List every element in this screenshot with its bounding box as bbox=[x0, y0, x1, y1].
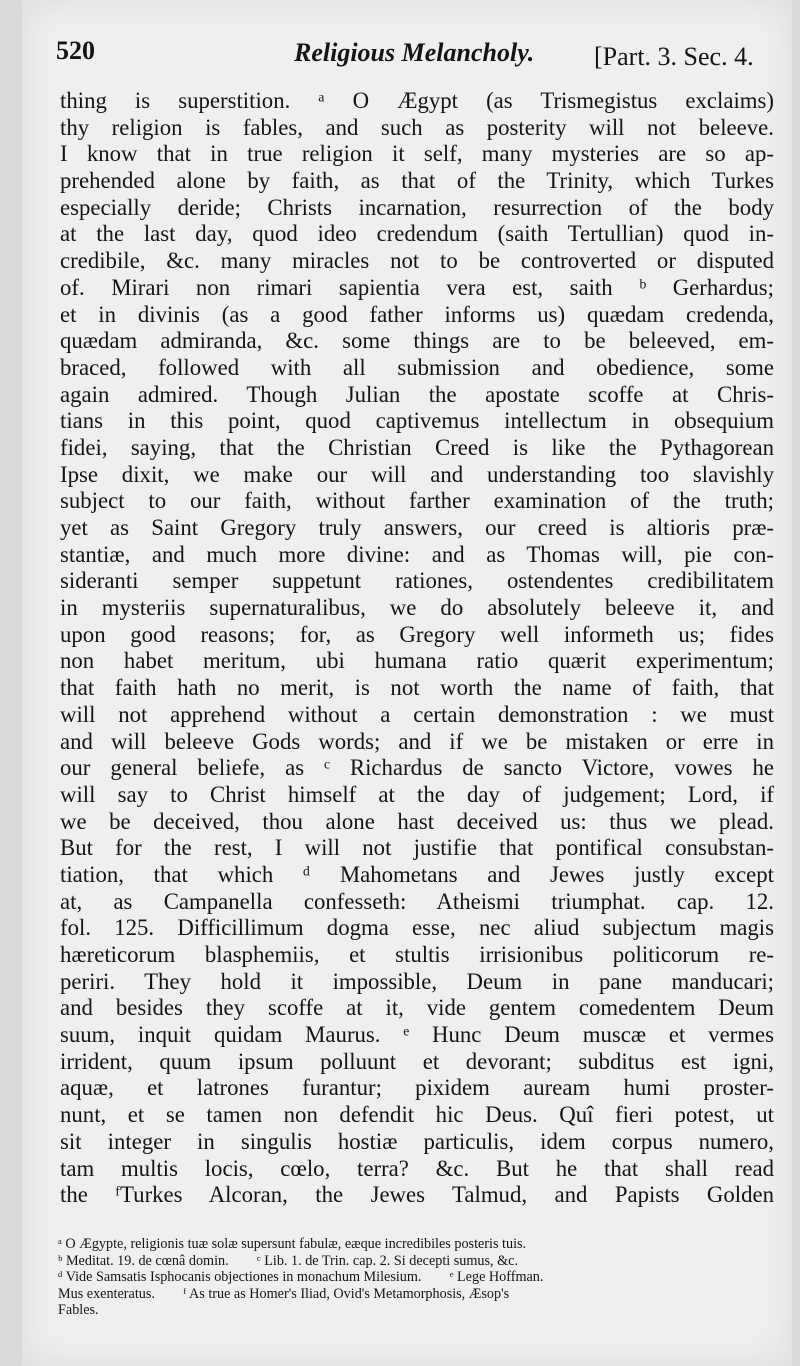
book-page bbox=[22, 0, 792, 1366]
footnote-line: Fables. bbox=[58, 1302, 99, 1318]
text-line: that faith hath no merit, is not worth the name of faith, that bbox=[60, 675, 774, 701]
text-line: credibile, &c. many miracles not to be controverted or disputed bbox=[60, 248, 774, 274]
text-line: yet as Saint Gregory truly answers, our creed is altioris præ- bbox=[60, 515, 774, 540]
text-line: especially deride; Christs incarnation, resurrection of the body bbox=[60, 194, 774, 220]
text-line: fol. 125. Difficillimum dogma esse, nec aliud subjectum magis bbox=[60, 915, 774, 941]
main-text bbox=[60, 88, 774, 1209]
section-label: [Part. 3. Sec. 4. bbox=[594, 42, 754, 71]
page-number: 520 bbox=[56, 36, 95, 65]
text-line: upon good reasons; for, as Gregory well informeth us; fides bbox=[60, 621, 774, 647]
text-line: thy religion is fables, and such as posterity will not beleeve. bbox=[60, 114, 774, 140]
text-line: Ipse dixit, we make our will and understanding too slavishly bbox=[60, 461, 774, 487]
footnote-line: Mus exenteratus. ᶠ As true as Homer's Iliad, Ovid's Metamorphosis, Æsop's bbox=[58, 1285, 510, 1302]
text-line: sideranti semper suppetunt rationes, ostendentes credibilitatem bbox=[60, 568, 774, 594]
text-line: will say to Christ himself at the day of judgement; Lord, if bbox=[60, 781, 774, 807]
text-line: prehended alone by faith, as that of the Trinity, which Turkes bbox=[60, 168, 774, 194]
text-line: nunt, et se tamen non defendit hic Deus. Quî fieri potest, ut bbox=[60, 1102, 774, 1128]
text-line: at the last day, quod ideo credendum (saith Tertullian) quod in- bbox=[60, 221, 774, 247]
footnote-line: ᵈ Vide Samsatis Isphocanis objectiones in monachum Milesium. ᵉ Lege Hoffman. bbox=[58, 1269, 544, 1285]
footnotes bbox=[58, 1236, 774, 1319]
text-line: fidei, saying, that the Christian Creed is like the Pythagorean bbox=[60, 434, 774, 460]
text-line: periri. They hold it impossible, Deum in pane manducari; bbox=[60, 968, 774, 994]
text-line: braced, followed with all submission and obedience, some bbox=[60, 354, 774, 380]
text-line: aquæ, et latrones furantur; pixidem auream humi proster- bbox=[60, 1075, 774, 1101]
text-line: sit integer in singulis hostiæ particulis, idem corpus numero, bbox=[60, 1128, 774, 1154]
text-line: the ᶠTurkes Alcoran, the Jewes Talmud, and Papists Golden bbox=[60, 1182, 774, 1208]
text-line: stantiæ, and much more divine: and as Thomas will, pie con- bbox=[60, 541, 774, 567]
text-line: tiation, that which ᵈ Mahometans and Jewes justly except bbox=[60, 861, 774, 887]
text-line: and besides they scoffe at it, vide gentem comedentem Deum bbox=[60, 995, 774, 1021]
text-line: in mysteriis supernaturalibus, we do absolutely beleeve it, and bbox=[60, 595, 774, 621]
text-line: and will beleeve Gods words; and if we be mistaken or erre in bbox=[60, 728, 774, 754]
text-line: our general beliefe, as ᶜ Richardus de sancto Victore, vowes he bbox=[60, 755, 774, 781]
text-line: at, as Campanella confesseth: Atheismi triumphat. cap. 12. bbox=[60, 888, 774, 914]
text-line: again admired. Though Julian the apostate scoffe at Chris- bbox=[60, 381, 774, 407]
text-line: tians in this point, quod captivemus intellectum in obsequium bbox=[60, 408, 774, 434]
text-line: non habet meritum, ubi humana ratio quærit experimentum; bbox=[60, 648, 774, 674]
text-line: suum, inquit quidam Maurus. ᵉ Hunc Deum muscæ et vermes bbox=[60, 1022, 774, 1048]
running-title: Religious Melancholy. bbox=[294, 38, 535, 67]
text-line: we be deceived, thou alone hast deceived us: thus we plead. bbox=[60, 808, 774, 834]
text-line: irrident, quum ipsum polluunt et devorant; subditus est igni, bbox=[60, 1048, 774, 1074]
text-line: quædam admiranda, &c. some things are to be beleeved, em- bbox=[60, 328, 774, 354]
text-line: of. Mirari non rimari sapientia vera est, saith ᵇ Gerhardus; bbox=[60, 274, 774, 300]
text-line: thing is superstition. ᵃ O Ægypt (as Trismegistus exclaims) bbox=[60, 88, 774, 113]
text-line: et in divinis (as a good father informs us) quædam credenda, bbox=[60, 301, 774, 327]
footnote-line: ᵃ O Ægypte, religionis tuæ solæ supersunt fabulæ, eæque incredibiles posteris tuis. bbox=[58, 1236, 527, 1252]
text-line: will not apprehend without a certain demonstration : we must bbox=[60, 701, 774, 727]
text-line: tam multis locis, cœlo, terra? &c. But he that shall read bbox=[60, 1155, 774, 1181]
page-header bbox=[52, 36, 772, 76]
text-line: hæreticorum blasphemiis, et stultis irrisionibus politicorum re- bbox=[60, 942, 774, 967]
footnote-line: ᵇ Meditat. 19. de cœnâ domin. ᶜ Lib. 1. de Trin. cap. 2. Si decepti sumus, &c. bbox=[58, 1252, 518, 1269]
text-line: I know that in true religion it self, many mysteries are so ap- bbox=[60, 141, 774, 167]
text-line: subject to our faith, without farther examination of the truth; bbox=[60, 488, 774, 514]
text-line: But for the rest, I will not justifie that pontifical consubstan- bbox=[60, 835, 774, 861]
